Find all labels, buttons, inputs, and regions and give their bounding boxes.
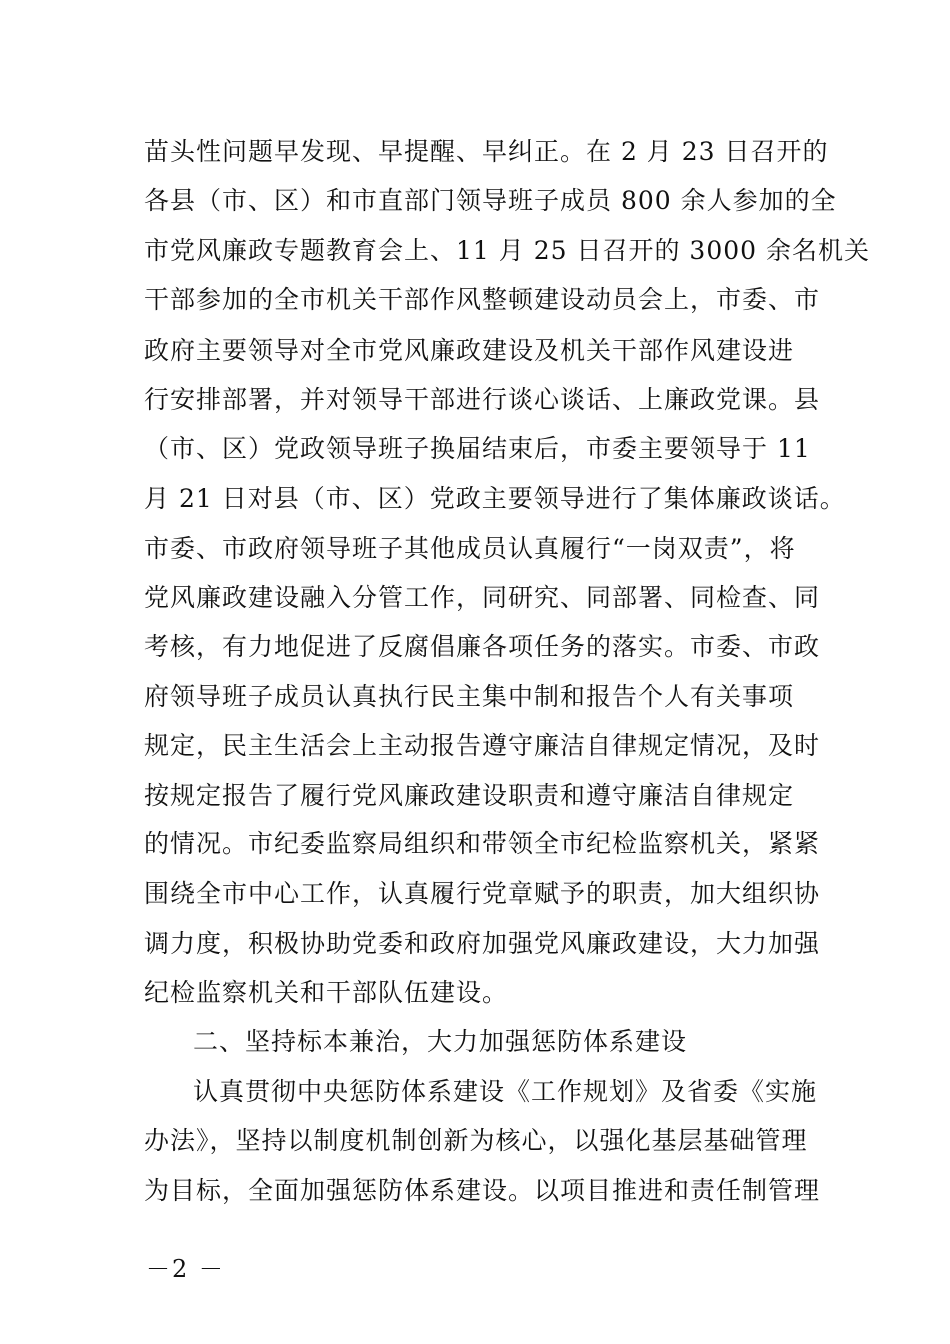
body-text-line: 按规定报告了履行党风廉政建设职责和遵守廉洁自律规定	[144, 781, 795, 810]
body-text-line: 纪检监察机关和干部队伍建设。	[144, 978, 509, 1007]
body-text-line: 规定，民主生活会上主动报告遵守廉洁自律规定情况，及时	[144, 731, 821, 760]
body-text-line: 月 21 日对县（市、区）党政主要领导进行了集体廉政谈话。	[144, 484, 846, 513]
section-text-line: 认真贯彻中央惩防体系建设《工作规划》及省委《实施	[193, 1077, 818, 1106]
body-text-line: 行安排部署，并对领导干部进行谈心谈话、上廉政党课。县	[144, 385, 821, 414]
body-text-line: 干部参加的全市机关干部作风整顿建设动员会上，市委、市	[144, 285, 821, 314]
section-text-line: 为目标，全面加强惩防体系建设。以项目推进和责任制管理	[144, 1176, 821, 1205]
body-text-line: 市委、市政府领导班子其他成员认真履行“一岗双责”，将	[144, 534, 796, 563]
body-text-line: 政府主要领导对全市党风廉政建设及机关干部作风建设进	[144, 336, 795, 365]
body-text-line: 党风廉政建设融入分管工作，同研究、同部署、同检查、同	[144, 583, 821, 612]
body-text-line: 苗头性问题早发现、早提醒、早纠正。在 2 月 23 日召开的	[144, 137, 829, 166]
body-text-line: 各县（市、区）和市直部门领导班子成员 800 余人参加的全	[144, 186, 837, 215]
body-text-line: 市党风廉政专题教育会上、11 月 25 日召开的 3000 余名机关	[144, 236, 870, 265]
body-text-line: （市、区）党政领导班子换届结束后，市委主要领导于 11	[144, 434, 811, 463]
body-text-line: 围绕全市中心工作，认真履行党章赋予的职责，加大组织协	[144, 879, 821, 908]
body-text-line: 调力度，积极协助党委和政府加强党风廉政建设，大力加强	[144, 929, 821, 958]
body-text-line: 府领导班子成员认真执行民主集中制和报告个人有关事项	[144, 682, 795, 711]
body-text-line: 的情况。市纪委监察局组织和带领全市纪检监察机关，紧紧	[144, 829, 821, 858]
page-number: －2 －	[146, 1255, 225, 1283]
body-text-line: 考核，有力地促进了反腐倡廉各项任务的落实。市委、市政	[144, 632, 821, 661]
section-text-line: 办法》，坚持以制度机制创新为核心，以强化基层基础管理	[144, 1126, 808, 1155]
section-heading: 二、坚持标本兼治，大力加强惩防体系建设	[193, 1027, 688, 1056]
